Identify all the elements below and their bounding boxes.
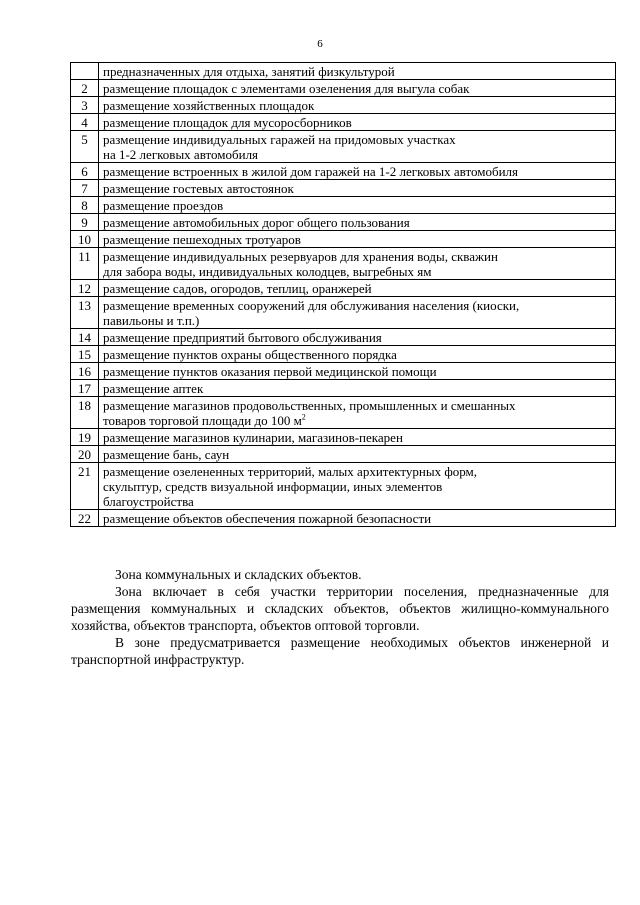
- table-row: [71, 429, 616, 446]
- row-text: [99, 231, 616, 248]
- row-text: [99, 463, 616, 510]
- row-text: [99, 180, 616, 197]
- row-text-content: размещение площадок для мусоросборников: [103, 115, 352, 130]
- table-row: [71, 463, 616, 510]
- row-text: [99, 197, 616, 214]
- table-row: [71, 180, 616, 197]
- row-number: 15: [71, 346, 99, 363]
- table-row: [71, 446, 616, 463]
- row-text: [99, 280, 616, 297]
- row-text: [99, 446, 616, 463]
- table-row: [71, 114, 616, 131]
- row-text: [99, 63, 616, 80]
- row-text-content: размещение бань, саун: [103, 447, 230, 462]
- table-row: [71, 510, 616, 527]
- row-number: [71, 63, 99, 80]
- row-text: [99, 214, 616, 231]
- row-number: 21: [71, 463, 99, 510]
- table-body: [71, 63, 616, 527]
- row-number: 10: [71, 231, 99, 248]
- row-number: 3: [71, 97, 99, 114]
- row-text: [99, 131, 616, 163]
- row-number: 9: [71, 214, 99, 231]
- row-text-content: размещение пешеходных тротуаров: [103, 232, 301, 247]
- row-text: [99, 80, 616, 97]
- row-text-content: размещение встроенных в жилой дом гаражей на 1-2 легковых автомобиля: [103, 164, 518, 179]
- table-row: [71, 231, 616, 248]
- table-row: [71, 80, 616, 97]
- table-row: [71, 131, 616, 163]
- zone-provides-paragraph: В зоне предусматривается размещение необходимых объектов инженерной и транспортной инфраструктур.: [71, 635, 609, 667]
- row-number: 4: [71, 114, 99, 131]
- table-row: [71, 380, 616, 397]
- row-text-content: размещение озелененных территорий, малых архитектурных форм, скульптур, средств визуальной информации, иных элементов благоустройства: [103, 464, 478, 509]
- table-row: [71, 363, 616, 380]
- row-text: [99, 97, 616, 114]
- page-number: 6: [317, 38, 323, 50]
- superscript: 2: [301, 412, 306, 422]
- table-row: [71, 97, 616, 114]
- zone-heading: Зона коммунальных и складских объектов.: [115, 567, 362, 582]
- row-text-content: размещение аптек: [103, 381, 204, 396]
- row-number: 11: [71, 248, 99, 280]
- row-text-content: размещение автомобильных дорог общего пользования: [103, 215, 410, 230]
- row-text-content: размещение временных сооружений для обслуживания населения (киоски, павильоны и т.п.): [103, 298, 520, 328]
- row-text: [99, 329, 616, 346]
- row-text: [99, 510, 616, 527]
- row-text: [99, 429, 616, 446]
- row-number: 2: [71, 80, 99, 97]
- row-text-content: размещение магазинов кулинарии, магазинов-пекарен: [103, 430, 403, 445]
- row-number: 14: [71, 329, 99, 346]
- row-number: 12: [71, 280, 99, 297]
- row-text-content: размещение предприятий бытового обслуживания: [103, 330, 382, 345]
- row-number: 5: [71, 131, 99, 163]
- zone-includes-paragraph: Зона включает в себя участки территории поселения, предназначенные для размещения коммунальных и складских объектов, объектов жилищно-коммунального хозяйства, объектов транспорта, объектов оптовой торговли.: [71, 584, 609, 633]
- table-row: [71, 280, 616, 297]
- table-row: [71, 346, 616, 363]
- zone-description: [71, 566, 609, 668]
- row-text: [99, 248, 616, 280]
- row-text-content: размещение объектов обеспечения пожарной безопасности: [103, 511, 432, 526]
- row-number: 17: [71, 380, 99, 397]
- row-text-content: размещение проездов: [103, 198, 224, 213]
- row-text: [99, 397, 616, 429]
- row-number: 8: [71, 197, 99, 214]
- row-text-content: размещение хозяйственных площадок: [103, 98, 315, 113]
- table-row: [71, 163, 616, 180]
- row-number: 7: [71, 180, 99, 197]
- row-text-content: размещение пунктов охраны общественного порядка: [103, 347, 397, 362]
- table-row: [71, 214, 616, 231]
- permitted-uses-table: [70, 62, 616, 527]
- row-text: [99, 114, 616, 131]
- row-number: 13: [71, 297, 99, 329]
- row-text-content: предназначенных для отдыха, занятий физкультурой: [103, 64, 395, 79]
- row-text: [99, 346, 616, 363]
- row-text-content: размещение садов, огородов, теплиц, оранжерей: [103, 281, 372, 296]
- row-number: 18: [71, 397, 99, 429]
- row-text-content: размещение магазинов продовольственных, промышленных и смешанных товаров торговой площади до 100 м: [103, 398, 516, 428]
- row-text-content: размещение площадок с элементами озеленения для выгула собак: [103, 81, 470, 96]
- row-text: [99, 163, 616, 180]
- row-text-content: размещение гостевых автостоянок: [103, 181, 294, 196]
- row-text-content: размещение пунктов оказания первой медицинской помощи: [103, 364, 437, 379]
- row-number: 19: [71, 429, 99, 446]
- row-number: 20: [71, 446, 99, 463]
- table-row: [71, 397, 616, 429]
- row-text-content: размещение индивидуальных гаражей на придомовых участках на 1-2 легковых автомобиля: [103, 132, 456, 162]
- table-row: [71, 63, 616, 80]
- table-row: [71, 248, 616, 280]
- row-text: [99, 297, 616, 329]
- table-row: [71, 329, 616, 346]
- table-row: [71, 197, 616, 214]
- row-number: 6: [71, 163, 99, 180]
- row-text: [99, 380, 616, 397]
- row-number: 16: [71, 363, 99, 380]
- row-number: 22: [71, 510, 99, 527]
- table-row: [71, 297, 616, 329]
- row-text-content: размещение индивидуальных резервуаров для хранения воды, скважин для забора воды, индивидуальных колодцев, выгребных ям: [103, 249, 498, 279]
- row-text: [99, 363, 616, 380]
